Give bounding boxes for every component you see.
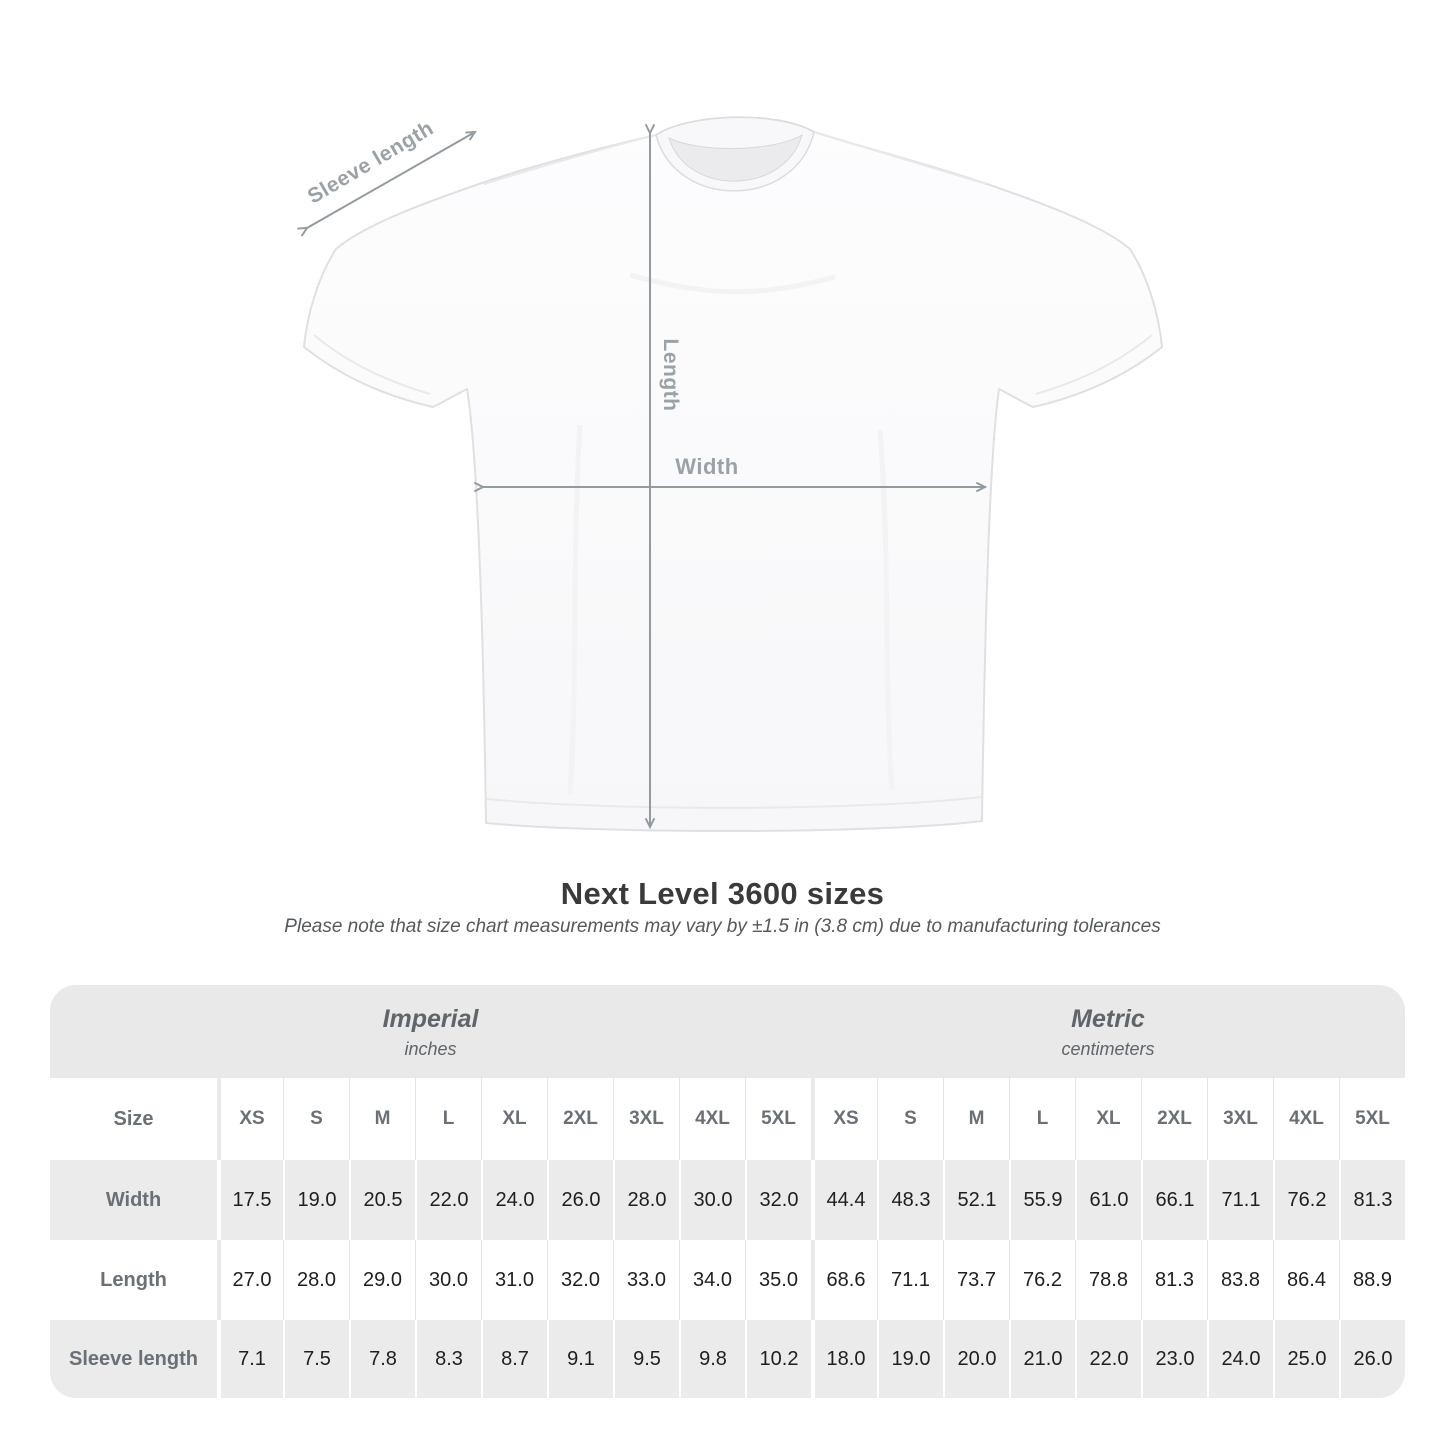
value-cell: 17.5 [217,1160,283,1240]
value-cell: 81.3 [1339,1160,1405,1240]
size-col-header: M [349,1078,415,1160]
size-table [50,985,1405,1398]
value-cell: 19.0 [877,1320,943,1398]
value-cell: 73.7 [943,1240,1009,1320]
value-cell: 9.8 [679,1320,745,1398]
size-col-header: L [415,1078,481,1160]
value-cell: 30.0 [415,1240,481,1320]
value-cell: 21.0 [1009,1320,1075,1398]
value-cell: 9.1 [547,1320,613,1398]
value-cell: 23.0 [1141,1320,1207,1398]
value-cell: 26.0 [547,1160,613,1240]
size-col-header: M [943,1078,1009,1160]
value-cell: 33.0 [613,1240,679,1320]
size-col-header: S [877,1078,943,1160]
size-col-header: XS [217,1078,283,1160]
value-cell: 28.0 [283,1240,349,1320]
row-label: Length [50,1240,217,1320]
size-col-header: XL [1075,1078,1141,1160]
row-label: Sleeve length [50,1320,217,1398]
value-cell: 48.3 [877,1160,943,1240]
width-label: Width [675,454,739,479]
value-cell: 55.9 [1009,1160,1075,1240]
value-cell: 27.0 [217,1240,283,1320]
value-cell: 24.0 [481,1160,547,1240]
value-cell: 9.5 [613,1320,679,1398]
value-cell: 32.0 [745,1160,811,1240]
value-cell: 86.4 [1273,1240,1339,1320]
value-cell: 19.0 [283,1160,349,1240]
size-col-header: XL [481,1078,547,1160]
value-cell: 10.2 [745,1320,811,1398]
size-col-header: 3XL [613,1078,679,1160]
value-cell: 7.8 [349,1320,415,1398]
size-col-header: XS [811,1078,877,1160]
value-cell: 28.0 [613,1160,679,1240]
size-col-header: 3XL [1207,1078,1273,1160]
size-col-header: L [1009,1078,1075,1160]
sleeve-length-label: Sleeve length [303,116,438,209]
size-col-header: 5XL [1339,1078,1405,1160]
length-label: Length [659,338,682,412]
imperial-header [50,985,811,1078]
value-cell: 44.4 [811,1160,877,1240]
page-title: Next Level 3600 sizes [560,876,885,911]
value-cell: 29.0 [349,1240,415,1320]
metric-header [811,985,1405,1078]
value-cell: 8.3 [415,1320,481,1398]
value-cell: 18.0 [811,1320,877,1398]
value-cell: 22.0 [1075,1320,1141,1398]
imperial-unit-label: inches [404,1039,457,1059]
value-cell: 76.2 [1009,1240,1075,1320]
size-col-header: 2XL [1141,1078,1207,1160]
value-cell: 83.8 [1207,1240,1273,1320]
value-cell: 30.0 [679,1160,745,1240]
tolerance-note: Please note that size chart measurements may vary by ±1.5 in (3.8 cm) due to manufacturing tolerances [284,916,1161,937]
value-cell: 32.0 [547,1240,613,1320]
imperial-label: Imperial [382,1005,479,1033]
value-cell: 20.5 [349,1160,415,1240]
value-cell: 78.8 [1075,1240,1141,1320]
size-col-header: 4XL [1273,1078,1339,1160]
value-cell: 76.2 [1273,1160,1339,1240]
value-cell: 52.1 [943,1160,1009,1240]
value-cell: 66.1 [1141,1160,1207,1240]
metric-label: Metric [1071,1005,1145,1033]
size-col-header: S [283,1078,349,1160]
value-cell: 25.0 [1273,1320,1339,1398]
size-col-header: 4XL [679,1078,745,1160]
size-col-header: 2XL [547,1078,613,1160]
value-cell: 88.9 [1339,1240,1405,1320]
value-cell: 31.0 [481,1240,547,1320]
value-cell: 22.0 [415,1160,481,1240]
value-cell: 24.0 [1207,1320,1273,1398]
value-cell: 20.0 [943,1320,1009,1398]
value-cell: 71.1 [1207,1160,1273,1240]
size-col-header: 5XL [745,1078,811,1160]
value-cell: 61.0 [1075,1160,1141,1240]
value-cell: 34.0 [679,1240,745,1320]
value-cell: 26.0 [1339,1320,1405,1398]
value-cell: 35.0 [745,1240,811,1320]
value-cell: 8.7 [481,1320,547,1398]
value-cell: 7.1 [217,1320,283,1398]
value-cell: 81.3 [1141,1240,1207,1320]
row-label: Width [50,1160,217,1240]
metric-unit-label: centimeters [1061,1039,1155,1059]
value-cell: 7.5 [283,1320,349,1398]
value-cell: 71.1 [877,1240,943,1320]
size-corner-label: Size [50,1078,217,1160]
value-cell: 68.6 [811,1240,877,1320]
